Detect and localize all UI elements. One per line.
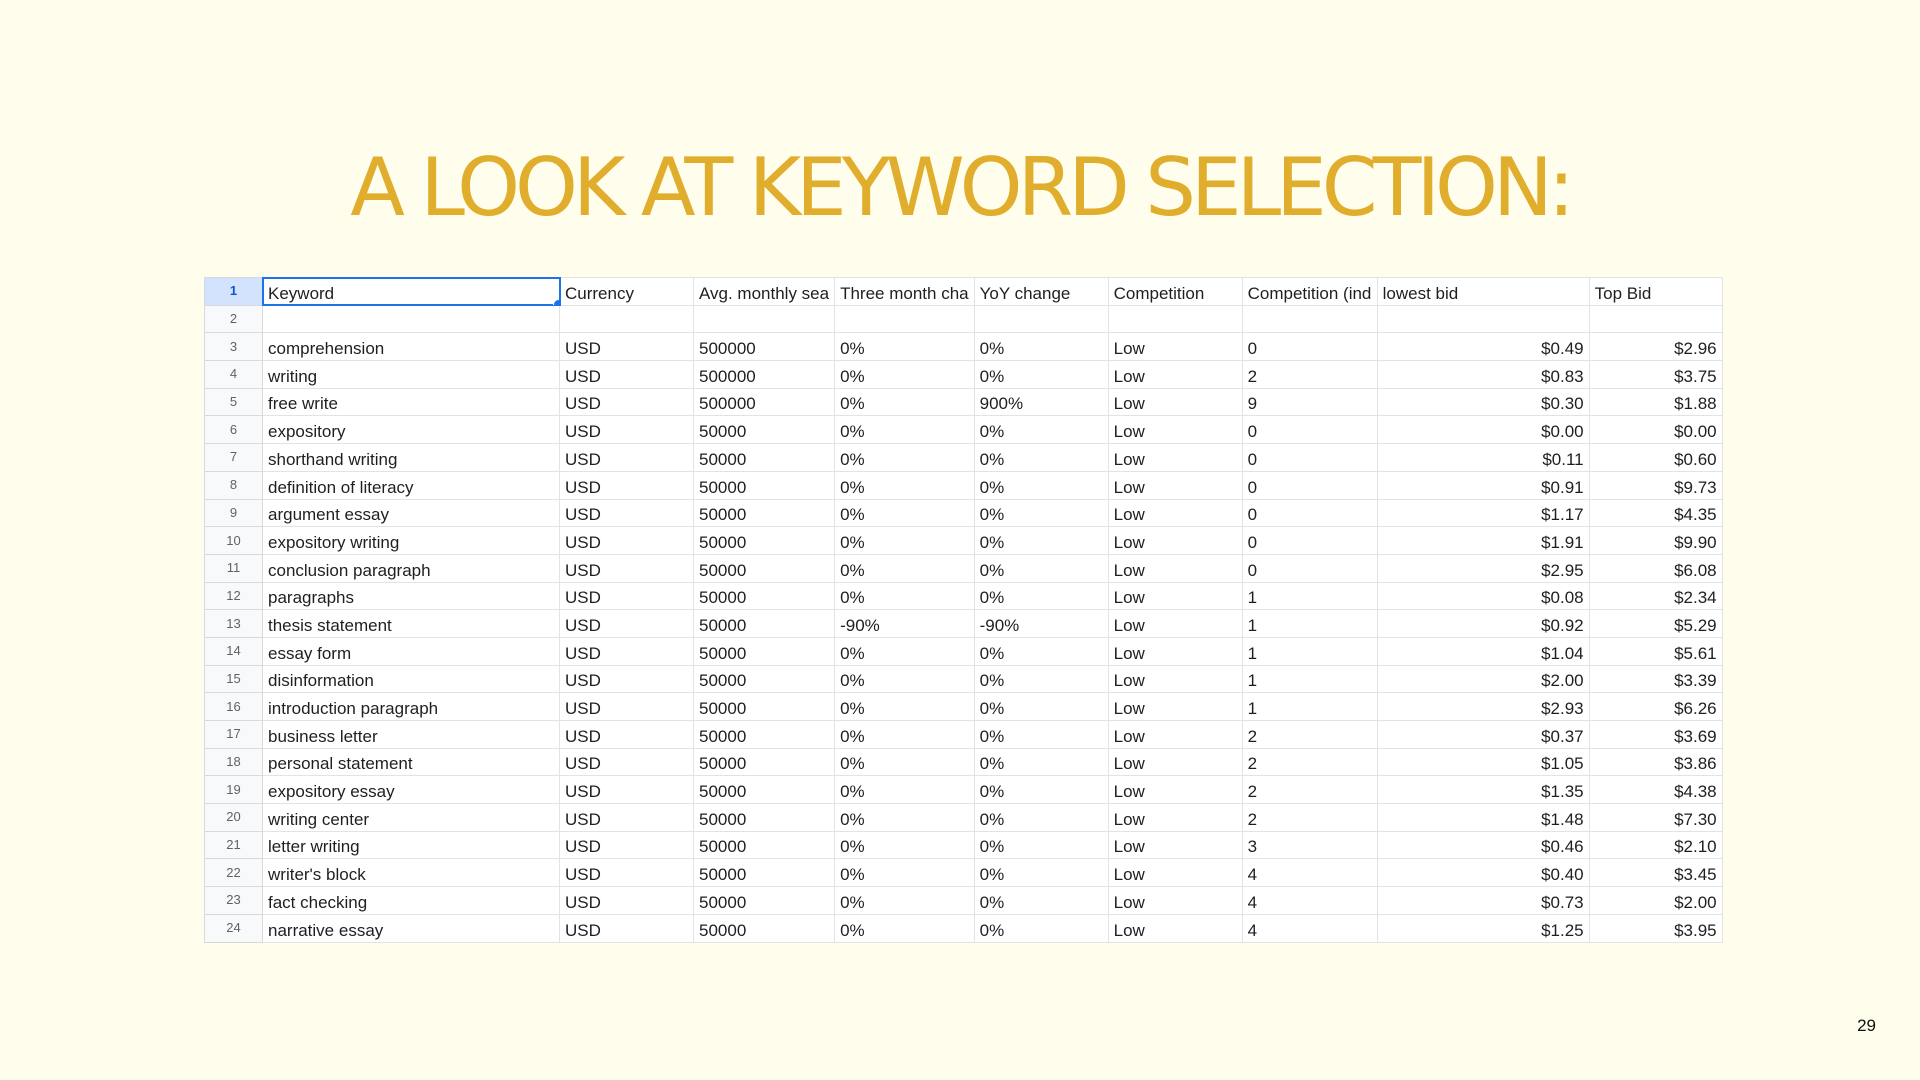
row-number[interactable]: 5 — [205, 388, 263, 416]
cell-three-month-change[interactable]: 0% — [835, 554, 975, 582]
cell-yoy-change[interactable]: 0% — [974, 887, 1108, 915]
table-row — [205, 721, 1723, 749]
cell-top-bid[interactable]: $5.61 — [1589, 637, 1722, 665]
cell-yoy-change[interactable]: 0% — [974, 859, 1108, 887]
row-number[interactable]: 15 — [205, 665, 263, 693]
cell-lowest-bid[interactable]: $0.37 — [1377, 721, 1589, 749]
cell-competition-index[interactable]: 2 — [1242, 776, 1377, 804]
cell-top-bid[interactable]: $2.34 — [1589, 582, 1722, 610]
cell-three-month-change[interactable]: 0% — [835, 499, 975, 527]
cell-keyword[interactable]: disinformation — [263, 665, 560, 693]
cell[interactable] — [694, 305, 835, 333]
cell-currency[interactable]: USD — [560, 610, 694, 638]
cell-avg-monthly-searches[interactable]: 500000 — [694, 388, 835, 416]
cell-competition[interactable]: Low — [1108, 693, 1242, 721]
cell-currency[interactable]: USD — [560, 499, 694, 527]
cell-keyword[interactable]: writer's block — [263, 859, 560, 887]
row-number[interactable]: 20 — [205, 804, 263, 832]
cell-top-bid[interactable]: $3.69 — [1589, 721, 1722, 749]
row-number[interactable]: 16 — [205, 693, 263, 721]
cell-lowest-bid[interactable]: $1.25 — [1377, 914, 1589, 942]
cell-lowest-bid[interactable]: $1.35 — [1377, 776, 1589, 804]
cell-lowest-bid[interactable]: $0.30 — [1377, 388, 1589, 416]
cell[interactable] — [1589, 305, 1722, 333]
cell-top-bid[interactable]: $1.88 — [1589, 388, 1722, 416]
cell-three-month-change[interactable]: 0% — [835, 831, 975, 859]
cell-currency[interactable]: USD — [560, 887, 694, 915]
cell-currency[interactable]: USD — [560, 471, 694, 499]
cell-lowest-bid[interactable]: $0.46 — [1377, 831, 1589, 859]
cell-top-bid[interactable]: $3.75 — [1589, 361, 1722, 389]
cell-keyword[interactable]: paragraphs — [263, 582, 560, 610]
cell-currency[interactable]: USD — [560, 388, 694, 416]
cell-three-month-change[interactable]: 0% — [835, 527, 975, 555]
row-number[interactable]: 19 — [205, 776, 263, 804]
table-row — [205, 637, 1723, 665]
cell-keyword[interactable]: personal statement — [263, 748, 560, 776]
cell-avg-monthly-searches[interactable]: 50000 — [694, 887, 835, 915]
cell-currency[interactable]: USD — [560, 804, 694, 832]
cell-keyword[interactable]: free write — [263, 388, 560, 416]
cell-avg-monthly-searches[interactable]: 50000 — [694, 859, 835, 887]
cell-three-month-change[interactable]: 0% — [835, 665, 975, 693]
cell-lowest-bid[interactable]: $1.04 — [1377, 637, 1589, 665]
cell-top-bid[interactable]: $3.45 — [1589, 859, 1722, 887]
cell-three-month-change[interactable]: 0% — [835, 444, 975, 472]
cell-competition[interactable]: Low — [1108, 776, 1242, 804]
cell-currency[interactable]: USD — [560, 914, 694, 942]
cell-three-month-change[interactable]: 0% — [835, 388, 975, 416]
keyword-spreadsheet — [204, 277, 1723, 943]
cell-keyword[interactable]: letter writing — [263, 831, 560, 859]
cell-competition-index[interactable]: 0 — [1242, 333, 1377, 361]
cell-competition-index[interactable]: 4 — [1242, 914, 1377, 942]
cell-keyword[interactable]: essay form — [263, 637, 560, 665]
header-competition[interactable]: Competition — [1108, 278, 1242, 306]
cell-keyword[interactable]: comprehension — [263, 333, 560, 361]
row-number[interactable]: 4 — [205, 361, 263, 389]
cell-keyword[interactable]: narrative essay — [263, 914, 560, 942]
row-number[interactable]: 21 — [205, 831, 263, 859]
cell-keyword[interactable]: introduction paragraph — [263, 693, 560, 721]
cell-top-bid[interactable]: $0.00 — [1589, 416, 1722, 444]
header-avg-monthly-searches[interactable]: Avg. monthly sea — [694, 278, 835, 306]
cell-competition-index[interactable]: 4 — [1242, 887, 1377, 915]
cell-competition-index[interactable]: 9 — [1242, 388, 1377, 416]
cell-currency[interactable]: USD — [560, 693, 694, 721]
cell-lowest-bid[interactable]: $0.00 — [1377, 416, 1589, 444]
row-number[interactable]: 1 — [205, 278, 263, 306]
cell-top-bid[interactable]: $5.29 — [1589, 610, 1722, 638]
cell-yoy-change[interactable]: 0% — [974, 637, 1108, 665]
cell-currency[interactable]: USD — [560, 527, 694, 555]
header-currency[interactable]: Currency — [560, 278, 694, 306]
cell-currency[interactable]: USD — [560, 637, 694, 665]
cell-competition[interactable]: Low — [1108, 361, 1242, 389]
table-row — [205, 388, 1723, 416]
cell-top-bid[interactable]: $9.73 — [1589, 471, 1722, 499]
cell-lowest-bid[interactable]: $0.73 — [1377, 887, 1589, 915]
cell-competition-index[interactable]: 1 — [1242, 637, 1377, 665]
cell-top-bid[interactable]: $2.10 — [1589, 831, 1722, 859]
cell-competition-index[interactable]: 2 — [1242, 721, 1377, 749]
cell-lowest-bid[interactable]: $0.83 — [1377, 361, 1589, 389]
cell-competition-index[interactable]: 0 — [1242, 444, 1377, 472]
fill-handle[interactable] — [553, 299, 560, 306]
cell-three-month-change[interactable]: 0% — [835, 582, 975, 610]
cell-avg-monthly-searches[interactable]: 50000 — [694, 499, 835, 527]
cell[interactable] — [263, 305, 560, 333]
cell-keyword[interactable]: expository — [263, 416, 560, 444]
row-number[interactable]: 22 — [205, 859, 263, 887]
table-row — [205, 554, 1723, 582]
table-row — [205, 693, 1723, 721]
cell-top-bid[interactable]: $3.86 — [1589, 748, 1722, 776]
row-number[interactable]: 23 — [205, 887, 263, 915]
cell-keyword[interactable]: expository essay — [263, 776, 560, 804]
cell-avg-monthly-searches[interactable]: 50000 — [694, 444, 835, 472]
cell-top-bid[interactable]: $4.35 — [1589, 499, 1722, 527]
slide-title: A LOOK AT KEYWORD SELECTION: — [350, 141, 1570, 234]
cell-competition[interactable]: Low — [1108, 388, 1242, 416]
cell-top-bid[interactable]: $6.26 — [1589, 693, 1722, 721]
row-number[interactable]: 10 — [205, 527, 263, 555]
cell-keyword[interactable]: definition of literacy — [263, 471, 560, 499]
cell-keyword[interactable]: shorthand writing — [263, 444, 560, 472]
cell-competition[interactable]: Low — [1108, 471, 1242, 499]
cell-top-bid[interactable]: $2.96 — [1589, 333, 1722, 361]
cell-competition-index[interactable]: 0 — [1242, 471, 1377, 499]
cell-currency[interactable]: USD — [560, 361, 694, 389]
cell-three-month-change[interactable]: 0% — [835, 333, 975, 361]
cell-keyword[interactable]: fact checking — [263, 887, 560, 915]
cell-yoy-change[interactable]: 900% — [974, 388, 1108, 416]
cell-competition-index[interactable]: 1 — [1242, 693, 1377, 721]
row-number[interactable]: 11 — [205, 554, 263, 582]
table-row — [205, 665, 1723, 693]
cell-three-month-change[interactable]: 0% — [835, 804, 975, 832]
cell-competition[interactable]: Low — [1108, 665, 1242, 693]
table-row — [205, 914, 1723, 942]
cell-competition[interactable]: Low — [1108, 748, 1242, 776]
cell-top-bid[interactable]: $2.00 — [1589, 887, 1722, 915]
empty-row — [205, 305, 1723, 333]
cell-competition[interactable]: Low — [1108, 914, 1242, 942]
cell-keyword[interactable]: expository writing — [263, 527, 560, 555]
cell-top-bid[interactable]: $7.30 — [1589, 804, 1722, 832]
cell-yoy-change[interactable]: 0% — [974, 776, 1108, 804]
table-row — [205, 527, 1723, 555]
cell[interactable] — [1108, 305, 1242, 333]
cell-avg-monthly-searches[interactable]: 500000 — [694, 361, 835, 389]
cell-lowest-bid[interactable]: $0.49 — [1377, 333, 1589, 361]
cell-avg-monthly-searches[interactable]: 50000 — [694, 914, 835, 942]
row-number[interactable]: 13 — [205, 610, 263, 638]
cell-yoy-change[interactable]: 0% — [974, 333, 1108, 361]
cell-lowest-bid[interactable]: $2.93 — [1377, 693, 1589, 721]
header-top-bid[interactable]: Top Bid — [1589, 278, 1722, 306]
cell-competition-index[interactable]: 0 — [1242, 416, 1377, 444]
cell-yoy-change[interactable]: 0% — [974, 471, 1108, 499]
cell-yoy-change[interactable]: 0% — [974, 499, 1108, 527]
cell-competition[interactable]: Low — [1108, 416, 1242, 444]
cell[interactable] — [1377, 305, 1589, 333]
table-row — [205, 887, 1723, 915]
cell-currency[interactable]: USD — [560, 859, 694, 887]
cell-competition-index[interactable]: 3 — [1242, 831, 1377, 859]
row-number[interactable]: 9 — [205, 499, 263, 527]
cell[interactable] — [835, 305, 975, 333]
row-number[interactable]: 17 — [205, 721, 263, 749]
table-row — [205, 444, 1723, 472]
row-number[interactable]: 2 — [205, 305, 263, 333]
row-number[interactable]: 12 — [205, 582, 263, 610]
cell-yoy-change[interactable]: 0% — [974, 665, 1108, 693]
cell-top-bid[interactable]: $3.95 — [1589, 914, 1722, 942]
cell-avg-monthly-searches[interactable]: 50000 — [694, 637, 835, 665]
header-yoy-change[interactable]: YoY change — [974, 278, 1108, 306]
cell-keyword[interactable]: conclusion paragraph — [263, 554, 560, 582]
cell-top-bid[interactable]: $4.38 — [1589, 776, 1722, 804]
cell-yoy-change[interactable]: 0% — [974, 804, 1108, 832]
cell-three-month-change[interactable]: 0% — [835, 361, 975, 389]
cell-yoy-change[interactable]: 0% — [974, 416, 1108, 444]
cell-currency[interactable]: USD — [560, 831, 694, 859]
cell-competition[interactable]: Low — [1108, 887, 1242, 915]
cell-competition[interactable]: Low — [1108, 859, 1242, 887]
cell-currency[interactable]: USD — [560, 444, 694, 472]
cell-currency[interactable]: USD — [560, 776, 694, 804]
cell-competition[interactable]: Low — [1108, 527, 1242, 555]
cell-lowest-bid[interactable]: $0.92 — [1377, 610, 1589, 638]
table-row — [205, 416, 1723, 444]
cell-yoy-change[interactable]: 0% — [974, 721, 1108, 749]
cell-three-month-change[interactable]: 0% — [835, 776, 975, 804]
cell-competition-index[interactable]: 2 — [1242, 748, 1377, 776]
cell-currency[interactable]: USD — [560, 554, 694, 582]
cell-three-month-change[interactable]: 0% — [835, 693, 975, 721]
cell-avg-monthly-searches[interactable]: 50000 — [694, 527, 835, 555]
cell-competition-index[interactable]: 1 — [1242, 582, 1377, 610]
cell-keyword[interactable]: business letter — [263, 721, 560, 749]
cell-avg-monthly-searches[interactable]: 50000 — [694, 721, 835, 749]
cell-competition[interactable]: Low — [1108, 499, 1242, 527]
cell-competition[interactable]: Low — [1108, 721, 1242, 749]
cell-competition[interactable]: Low — [1108, 831, 1242, 859]
cell-lowest-bid[interactable]: $1.05 — [1377, 748, 1589, 776]
cell-avg-monthly-searches[interactable]: 50000 — [694, 416, 835, 444]
cell-keyword[interactable]: thesis statement — [263, 610, 560, 638]
header-row — [205, 278, 1723, 306]
table-row — [205, 776, 1723, 804]
cell-currency[interactable]: USD — [560, 582, 694, 610]
cell-currency[interactable]: USD — [560, 721, 694, 749]
cell-keyword[interactable]: writing — [263, 361, 560, 389]
cell-avg-monthly-searches[interactable]: 50000 — [694, 831, 835, 859]
row-number[interactable]: 24 — [205, 914, 263, 942]
cell-yoy-change[interactable]: -90% — [974, 610, 1108, 638]
row-number[interactable]: 14 — [205, 637, 263, 665]
cell-competition[interactable]: Low — [1108, 554, 1242, 582]
cell-yoy-change[interactable]: 0% — [974, 914, 1108, 942]
cell-yoy-change[interactable]: 0% — [974, 554, 1108, 582]
cell-competition[interactable]: Low — [1108, 444, 1242, 472]
cell-lowest-bid[interactable]: $1.91 — [1377, 527, 1589, 555]
cell-lowest-bid[interactable]: $1.17 — [1377, 499, 1589, 527]
cell-avg-monthly-searches[interactable]: 50000 — [694, 748, 835, 776]
cell-yoy-change[interactable]: 0% — [974, 831, 1108, 859]
cell-yoy-change[interactable]: 0% — [974, 693, 1108, 721]
cell-avg-monthly-searches[interactable]: 500000 — [694, 333, 835, 361]
cell-competition-index[interactable]: 1 — [1242, 610, 1377, 638]
cell-competition[interactable]: Low — [1108, 637, 1242, 665]
cell-three-month-change[interactable]: 0% — [835, 721, 975, 749]
cell-avg-monthly-searches[interactable]: 50000 — [694, 665, 835, 693]
cell-top-bid[interactable]: $0.60 — [1589, 444, 1722, 472]
cell[interactable] — [560, 305, 694, 333]
header-lowest-bid[interactable]: lowest bid — [1377, 278, 1589, 306]
cell-competition-index[interactable]: 1 — [1242, 665, 1377, 693]
cell-competition[interactable]: Low — [1108, 333, 1242, 361]
cell-lowest-bid[interactable]: $0.11 — [1377, 444, 1589, 472]
header-competition-index[interactable]: Competition (ind — [1242, 278, 1377, 306]
table-row — [205, 859, 1723, 887]
cell-three-month-change[interactable]: 0% — [835, 748, 975, 776]
table-row — [205, 610, 1723, 638]
cell-three-month-change[interactable]: 0% — [835, 859, 975, 887]
cell-lowest-bid[interactable]: $2.00 — [1377, 665, 1589, 693]
header-keyword[interactable] — [263, 278, 560, 306]
row-number[interactable]: 18 — [205, 748, 263, 776]
cell-avg-monthly-searches[interactable]: 50000 — [694, 582, 835, 610]
table-row — [205, 471, 1723, 499]
cell[interactable] — [974, 305, 1108, 333]
cell-yoy-change[interactable]: 0% — [974, 582, 1108, 610]
table-row — [205, 499, 1723, 527]
cell-competition-index[interactable]: 2 — [1242, 804, 1377, 832]
cell-avg-monthly-searches[interactable]: 50000 — [694, 693, 835, 721]
cell-lowest-bid[interactable]: $0.08 — [1377, 582, 1589, 610]
table-row — [205, 748, 1723, 776]
table-row — [205, 804, 1723, 832]
row-number[interactable]: 8 — [205, 471, 263, 499]
row-number[interactable]: 7 — [205, 444, 263, 472]
table-row — [205, 361, 1723, 389]
cell-avg-monthly-searches[interactable]: 50000 — [694, 776, 835, 804]
cell-currency[interactable]: USD — [560, 416, 694, 444]
cell-currency[interactable]: USD — [560, 333, 694, 361]
cell-three-month-change[interactable]: -90% — [835, 610, 975, 638]
cell-avg-monthly-searches[interactable]: 50000 — [694, 804, 835, 832]
cell-three-month-change[interactable]: 0% — [835, 914, 975, 942]
cell-competition-index[interactable]: 0 — [1242, 554, 1377, 582]
cell-top-bid[interactable]: $6.08 — [1589, 554, 1722, 582]
row-number[interactable]: 3 — [205, 333, 263, 361]
cell-keyword[interactable]: argument essay — [263, 499, 560, 527]
table-row — [205, 582, 1723, 610]
cell-top-bid[interactable]: $9.90 — [1589, 527, 1722, 555]
cell-competition-index[interactable]: 4 — [1242, 859, 1377, 887]
header-keyword-label: Keyword — [268, 283, 335, 303]
cell-lowest-bid[interactable]: $1.48 — [1377, 804, 1589, 832]
cell-lowest-bid[interactable]: $0.40 — [1377, 859, 1589, 887]
cell-three-month-change[interactable]: 0% — [835, 637, 975, 665]
cell-lowest-bid[interactable]: $0.91 — [1377, 471, 1589, 499]
cell-competition-index[interactable]: 0 — [1242, 527, 1377, 555]
cell-competition-index[interactable]: 0 — [1242, 499, 1377, 527]
cell-currency[interactable]: USD — [560, 748, 694, 776]
cell-keyword[interactable]: writing center — [263, 804, 560, 832]
cell-three-month-change[interactable]: 0% — [835, 887, 975, 915]
row-number[interactable]: 6 — [205, 416, 263, 444]
cell-yoy-change[interactable]: 0% — [974, 444, 1108, 472]
cell-avg-monthly-searches[interactable]: 50000 — [694, 471, 835, 499]
cell[interactable] — [1242, 305, 1377, 333]
cell-top-bid[interactable]: $3.39 — [1589, 665, 1722, 693]
table-row — [205, 333, 1723, 361]
page-number: 29 — [1857, 1016, 1876, 1035]
cell-three-month-change[interactable]: 0% — [835, 471, 975, 499]
cell-lowest-bid[interactable]: $2.95 — [1377, 554, 1589, 582]
header-three-month-change[interactable]: Three month cha — [835, 278, 975, 306]
table-row — [205, 831, 1723, 859]
cell-avg-monthly-searches[interactable]: 50000 — [694, 610, 835, 638]
cell-yoy-change[interactable]: 0% — [974, 527, 1108, 555]
cell-avg-monthly-searches[interactable]: 50000 — [694, 554, 835, 582]
cell-competition-index[interactable]: 2 — [1242, 361, 1377, 389]
cell-currency[interactable]: USD — [560, 665, 694, 693]
cell-yoy-change[interactable]: 0% — [974, 361, 1108, 389]
cell-competition[interactable]: Low — [1108, 582, 1242, 610]
cell-competition[interactable]: Low — [1108, 610, 1242, 638]
cell-yoy-change[interactable]: 0% — [974, 748, 1108, 776]
cell-competition[interactable]: Low — [1108, 804, 1242, 832]
cell-three-month-change[interactable]: 0% — [835, 416, 975, 444]
